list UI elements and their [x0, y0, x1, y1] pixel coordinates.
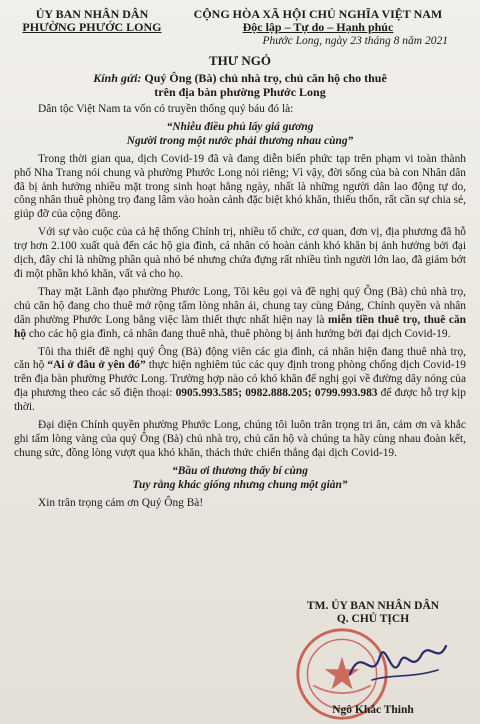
letter-header: [14, 8, 466, 34]
signature-block: [288, 600, 458, 716]
closing-line: Xin trân trọng cám ơn Quý Ông Bà!: [38, 496, 204, 509]
letter-title: THƯ NGỎ: [209, 53, 271, 68]
p4-text-a: Thay mặt Lãnh đạo phường Phước Long, Tôi kêu gọi và đề nghị quý Ông (Bà) chủ nhà trọ, chủ căn hộ đang cho thuê mở rộng tấm lòng nhân ái, chung tay cùng Đảng, Chính quyền và nhân dân phường Phước Long bằng việc làm thiết thực nhất hiện nay là: [14, 285, 466, 326]
recipient: [14, 71, 466, 99]
quote-1: [14, 121, 466, 149]
p5-text-a: Tôi tha thiết đề nghị quý Ông (Bà) động viên các gia đình, cá nhân hiện đang thuê nhà trọ, căn hộ: [14, 345, 466, 372]
sig-line2: Q. CHỦ TỊCH: [336, 613, 410, 625]
nation-line1: CỘNG HÒA XÃ HỘI CHỦ NGHĨA VIỆT NAM: [193, 7, 443, 21]
p5-text-b: thực hiện nghiêm túc các quy định trong phòng chống dịch Covid-19 trên địa bàn phường Phước Long. Trường hợp nào có khó khăn để nghị gọi về đường dây nóng của địa phương theo các số điện thoại:: [14, 359, 466, 400]
p4-text-b: cho các hộ gia đình, cá nhân đang thuê nhà, thuê phòng bị ảnh hưởng bởi đại dịch Covid-19.: [26, 327, 451, 340]
quote-1-line1: “Nhiễu điều phủ lấy giá gương: [166, 120, 314, 133]
p5-slogan: “Ai ở đâu ở yên đó”: [47, 359, 146, 372]
issuing-org: [14, 8, 170, 34]
quote-2-line2: Tuy rằng khác giống nhưng chung một giàn”: [132, 478, 348, 491]
org-line2: PHƯỜNG PHƯỚC LONG: [22, 20, 162, 34]
paragraph-1: Dân tộc Việt Nam ta vốn có truyền thống quý báu đó là:: [38, 103, 294, 115]
sig-line1: TM. ỦY BAN NHÂN DÂN: [306, 600, 440, 612]
paragraph-3: Với sự vào cuộc của cả hệ thống Chính trị, nhiều tổ chức, cơ quan, đơn vị, địa phương đã hỗ trợ hơn 2.100 xuất quà đến các hộ gia đình, cá nhân có hoàn cảnh khó khăn bị ảnh hưởng bởi đại dịch, đây chỉ là những phần quà nhỏ bé nhưng chứa đựng rất nhiều tình người lớn lao, đã giảm bớt đi một phần khó khăn, vất vả cho họ.: [14, 226, 466, 280]
signer-name: Ngô Khắc Thinh: [332, 704, 414, 716]
hotline-numbers: 0905.993.585; 0982.888.205; 0799.993.983: [175, 387, 378, 400]
quote-1-line2: Người trong một nước phải thương nhau cùng”: [126, 134, 354, 147]
p5-text-c: để được hỗ trợ kịp thời.: [14, 387, 466, 414]
paragraph-2: Trong thời gian qua, dịch Covid-19 đã và đang diễn biến phức tạp trên phạm vi toàn thành phố Nha Trang nói chung và phường Phước Long nói riêng; Vì vậy, đời sống của bà con Nhân dân đã bị ảnh hưởng nhiều mặt trong sinh hoạt hằng ngày, nhất là những người dân lao động tự do, công nhân thuê phòng trọ đang lâm vào hoàn cảnh đặc biệt khó khăn, thiếu thốn, rất cần sự chia sẻ, giúp đỡ của cộng đồng.: [14, 152, 466, 221]
paragraph-5: [14, 346, 466, 416]
recipient-line1: Quý Ông (Bà) chủ nhà trọ, chủ căn hộ cho thuê: [144, 71, 387, 85]
org-line1: ỦY BAN NHÂN DÂN: [35, 7, 149, 21]
letter-body: [14, 103, 466, 510]
nation-line2: Độc lập – Tự do – Hạnh phúc: [242, 20, 394, 34]
national-motto: [170, 8, 466, 34]
letter-date: Phước Long, ngày 23 tháng 8 năm 2021: [262, 35, 448, 47]
quote-2: [14, 465, 466, 493]
paragraph-6: Đại diện Chính quyền phường Phước Long, chúng tôi luôn trân trọng tri ân, cảm ơn và khắc ghi tấm lòng vàng của quý Ông (Bà) chủ nhà trọ, chủ căn hộ và chúng ta hãy cùng nhau đoàn kết, chung sức, đồng lòng vượt qua khó khăn, thách thức chiến thắng đại dịch Covid-19.: [14, 419, 466, 459]
recipient-line2: trên địa bàn phường Phước Long: [154, 85, 326, 99]
paragraph-4: [14, 286, 466, 342]
p4-emphasis: miễn tiền thuê trọ, thuê căn hộ: [14, 313, 466, 340]
quote-2-line1: “Bầu ơi thương thấy bí cùng: [172, 464, 308, 477]
handwritten-signature-icon: [342, 634, 452, 694]
recipient-label: Kính gửi:: [93, 71, 142, 85]
